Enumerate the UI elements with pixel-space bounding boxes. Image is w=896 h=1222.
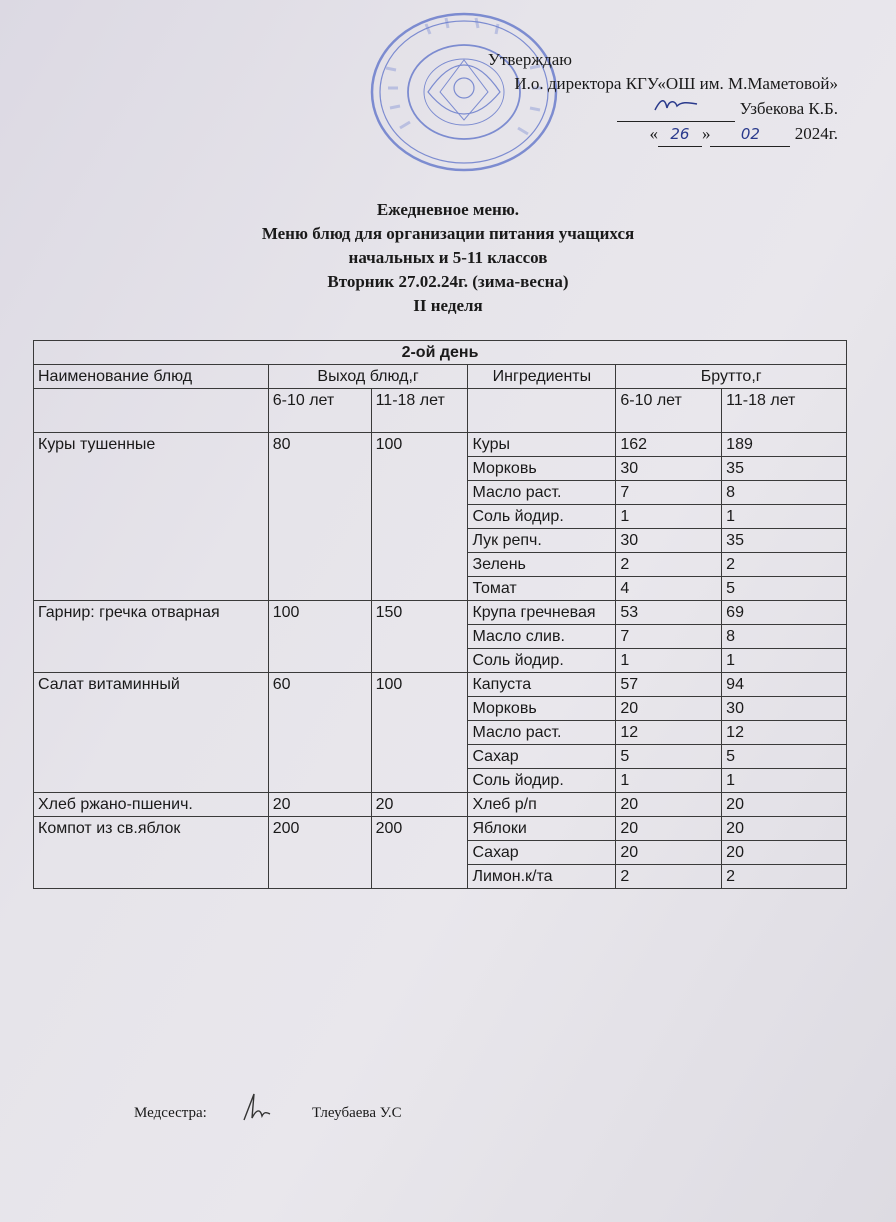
dish-name: Хлеб ржано-пшенич. — [34, 793, 269, 817]
ingredient-gross-age1: 7 — [616, 481, 722, 505]
approval-day: 26 — [658, 122, 702, 147]
ingredient-name: Масло раст. — [468, 481, 616, 505]
ingredient-name: Куры — [468, 433, 616, 457]
footer-name: Тлеубаева У.С — [312, 1105, 402, 1121]
ingredient-name: Капуста — [468, 673, 616, 697]
ingredient-name: Масло слив. — [468, 625, 616, 649]
table-row — [34, 673, 847, 697]
ingredient-gross-age2: 189 — [722, 433, 847, 457]
ingredient-name: Масло раст. — [468, 721, 616, 745]
title-line-5: II неделя — [413, 296, 483, 315]
ingredient-gross-age2: 8 — [722, 625, 847, 649]
header-dish: Наименование блюд — [34, 365, 269, 389]
ingredient-gross-age2: 1 — [722, 649, 847, 673]
ingredient-gross-age2: 2 — [722, 553, 847, 577]
ingredient-gross-age1: 1 — [616, 769, 722, 793]
title-line-4: Вторник 27.02.24г. (зима-весна) — [327, 272, 569, 291]
ingredient-gross-age1: 12 — [616, 721, 722, 745]
ingredient-gross-age2: 8 — [722, 481, 847, 505]
dish-name: Салат витаминный — [34, 673, 269, 793]
dish-output-age2: 100 — [371, 673, 468, 793]
approval-signature-line — [488, 96, 838, 122]
approval-year: 2024г. — [794, 124, 838, 143]
ingredient-gross-age1: 1 — [616, 649, 722, 673]
dish-output-age1: 80 — [268, 433, 371, 601]
ingredient-name: Хлеб р/п — [468, 793, 616, 817]
ingredient-gross-age2: 30 — [722, 697, 847, 721]
ingredient-gross-age2: 35 — [722, 457, 847, 481]
title-line-1: Ежедневное меню. — [376, 200, 520, 219]
ingredient-gross-age1: 57 — [616, 673, 722, 697]
ingredient-gross-age1: 20 — [616, 817, 722, 841]
day-title: 2-ой день — [34, 341, 847, 365]
ingredient-name: Томат — [468, 577, 616, 601]
ingredient-gross-age2: 35 — [722, 529, 847, 553]
header-output: Выход блюд,г — [268, 365, 468, 389]
dish-output-age1: 60 — [268, 673, 371, 793]
handwritten-signature-icon — [651, 96, 701, 114]
ingredient-name: Соль йодир. — [468, 505, 616, 529]
ingredient-gross-age1: 20 — [616, 841, 722, 865]
approval-position: И.о. директора КГУ«ОШ им. М.Маметовой» — [514, 74, 838, 93]
ingredient-gross-age1: 20 — [616, 793, 722, 817]
ingredient-gross-age1: 162 — [616, 433, 722, 457]
subheader-output-age1: 6-10 лет — [268, 389, 371, 433]
ingredient-gross-age1: 30 — [616, 529, 722, 553]
dish-output-age2: 200 — [371, 817, 468, 889]
ingredient-gross-age1: 2 — [616, 553, 722, 577]
table-header-row — [34, 365, 847, 389]
ingredient-gross-age2: 94 — [722, 673, 847, 697]
dish-output-age1: 20 — [268, 793, 371, 817]
dish-name: Гарнир: гречка отварная — [34, 601, 269, 673]
director-signature — [617, 96, 735, 122]
ingredient-name: Соль йодир. — [468, 649, 616, 673]
approval-heading: Утверждаю — [487, 50, 572, 69]
menu-body — [34, 433, 847, 889]
ingredient-gross-age1: 20 — [616, 697, 722, 721]
approval-month: 02 — [710, 122, 790, 147]
ingredient-gross-age2: 12 — [722, 721, 847, 745]
ingredient-gross-age1: 7 — [616, 625, 722, 649]
ingredient-name: Сахар — [468, 841, 616, 865]
ingredient-gross-age2: 1 — [722, 505, 847, 529]
ingredient-name: Крупа гречневая — [468, 601, 616, 625]
ingredient-gross-age2: 20 — [722, 817, 847, 841]
ingredient-name: Лук репч. — [468, 529, 616, 553]
table-row — [34, 793, 847, 817]
header-ingredients: Ингредиенты — [468, 365, 616, 389]
table-subheader-row — [34, 389, 847, 433]
ingredient-gross-age1: 2 — [616, 865, 722, 889]
ingredient-gross-age2: 5 — [722, 577, 847, 601]
ingredient-gross-age2: 1 — [722, 769, 847, 793]
approval-date: « 26 » 02 2024г. — [488, 122, 838, 147]
ingredient-name: Зелень — [468, 553, 616, 577]
ingredient-gross-age1: 30 — [616, 457, 722, 481]
table-day-row — [34, 341, 847, 365]
director-name: Узбекова К.Б. — [739, 99, 838, 118]
ingredient-gross-age1: 5 — [616, 745, 722, 769]
ingredient-gross-age2: 5 — [722, 745, 847, 769]
ingredient-gross-age1: 1 — [616, 505, 722, 529]
dish-output-age1: 200 — [268, 817, 371, 889]
subheader-gross-age1: 6-10 лет — [616, 389, 722, 433]
ingredient-name: Сахар — [468, 745, 616, 769]
title-line-3: начальных и 5-11 классов — [348, 248, 548, 267]
dish-output-age2: 100 — [371, 433, 468, 601]
ingredient-gross-age1: 4 — [616, 577, 722, 601]
ingredient-gross-age2: 69 — [722, 601, 847, 625]
menu-table — [33, 340, 847, 889]
table-row — [34, 433, 847, 457]
ingredient-gross-age2: 20 — [722, 793, 847, 817]
ingredient-name: Соль йодир. — [468, 769, 616, 793]
ingredient-gross-age2: 2 — [722, 865, 847, 889]
dish-name: Куры тушенные — [34, 433, 269, 601]
subheader-gross-age2: 11-18 лет — [722, 389, 847, 433]
document-titles — [0, 198, 896, 318]
ingredient-name: Морковь — [468, 697, 616, 721]
dish-output-age1: 100 — [268, 601, 371, 673]
ingredient-gross-age2: 20 — [722, 841, 847, 865]
ingredient-name: Лимон.к/та — [468, 865, 616, 889]
ingredient-gross-age1: 53 — [616, 601, 722, 625]
ingredient-name: Морковь — [468, 457, 616, 481]
footer-role: Медсестра: — [134, 1105, 207, 1121]
approval-block — [488, 48, 838, 147]
nurse-signature-icon — [236, 1088, 276, 1128]
table-row — [34, 601, 847, 625]
ingredient-name: Яблоки — [468, 817, 616, 841]
table-row — [34, 817, 847, 841]
subheader-output-age2: 11-18 лет — [371, 389, 468, 433]
dish-output-age2: 20 — [371, 793, 468, 817]
title-line-2: Меню блюд для организации питания учащихся — [261, 224, 635, 243]
dish-name: Компот из св.яблок — [34, 817, 269, 889]
dish-output-age2: 150 — [371, 601, 468, 673]
header-gross: Брутто,г — [616, 365, 847, 389]
